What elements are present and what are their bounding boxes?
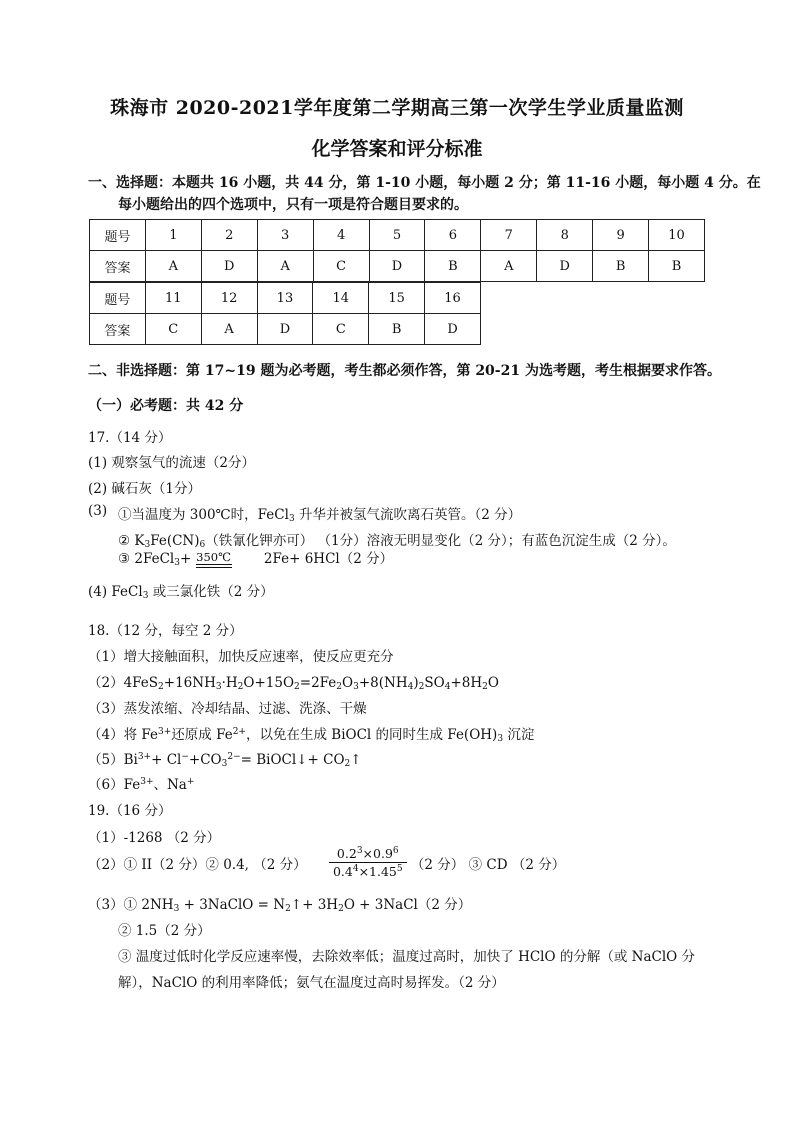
q17-answer-3-2: ② $K_3Fe(CN)_6$（铁氰化钾亦可） （1分）溶液无明显变化（2 分）；有蓝色沉淀生成（2 分）。 <box>118 533 676 550</box>
answer-cell: A <box>201 314 257 345</box>
section2-subheading: （一）必考题：共 42 分 <box>88 398 244 414</box>
question-number: 12 <box>201 283 257 314</box>
section1-heading-line1: 一、选择题：本题共 16 小题，共 44 分，第 1-10 小题，每小题 2 分；第 11-16 小题，每小题 4 分。在 <box>88 175 761 191</box>
row-label-answer: 答案 <box>90 251 146 282</box>
answer-cell: A <box>257 251 313 282</box>
answer-cell: B <box>649 251 705 282</box>
q17-answer-1: (1) 观察氢气的流速（2分） <box>88 455 256 471</box>
table-row-answers <box>90 251 705 282</box>
answer-cell: D <box>257 314 313 345</box>
q17-answer-4: (4) FeCl$_3$ 或三氯化铁（2 分） <box>88 584 274 601</box>
answer-table-1 <box>89 219 705 282</box>
q19-answer-3-2: ② 1.5（2 分） <box>118 923 211 939</box>
q19-answer-3-1: （3）① $2NH_3$ + 3NaClO = $N_2↑+ 3H_2O$ + 3NaCl（2 分） <box>88 897 472 914</box>
question-number: 5 <box>369 220 425 251</box>
q18-answer-3: （3）蒸发浓缩、冷却结晶、过滤、洗涤、干燥 <box>88 701 367 717</box>
question-number: 9 <box>593 220 649 251</box>
question-number: 15 <box>369 283 425 314</box>
answer-cell: D <box>425 314 481 345</box>
reaction-condition-arrow: 350℃ <box>196 551 232 568</box>
question-number: 10 <box>649 220 705 251</box>
section1-heading-line2: 每小题给出的四个选项中，只有一项是符合题目要求的。 <box>118 197 468 213</box>
question-number: 4 <box>313 220 369 251</box>
q18-answer-5: $(5)Bi^{3+}+ Cl^-+CO_3^{2-}=$ BiOCl↓+ $CO_2↑$ <box>88 752 362 769</box>
question-number: 2 <box>201 220 257 251</box>
table-row-questions <box>90 283 481 314</box>
q18-answer-2: $(2)4FeS_2+16NH_3\cdot H_2O+15O_2=2Fe_2O_3+8(NH_4)_2SO_4+8H_2O$ <box>88 675 499 692</box>
question-number: 3 <box>257 220 313 251</box>
q17-title: 17.（14 分） <box>88 430 172 446</box>
q18-answer-1: （1）增大接触面积，加快反应速率，使反应更充分 <box>88 649 394 665</box>
answer-cell: A <box>481 251 537 282</box>
q18-answer-6: $(6)Fe^{3+}$、Na+ <box>88 777 195 793</box>
question-number: 11 <box>145 283 201 314</box>
row-label-question: 题号 <box>90 220 146 251</box>
page-subtitle: 化学答案和评分标准 <box>311 138 483 160</box>
row-label-question: 题号 <box>90 283 146 314</box>
question-number: 1 <box>145 220 201 251</box>
q17-answer-3-3: ③ 2FeCl$_3$+ 350℃ 2Fe+ 6HCl（2 分） <box>118 550 394 568</box>
q19-title: 19.（16 分） <box>88 803 172 819</box>
q19-answer-3-3-line2: 解），NaClO 的利用率降低；氨气在温度过高时易挥发。（2 分） <box>118 975 505 991</box>
row-label-answer: 答案 <box>90 314 146 345</box>
answer-cell: B <box>425 251 481 282</box>
question-number: 6 <box>425 220 481 251</box>
q19-answer-3-3-line1: ③ 温度过低时化学反应速率慢，去除效率低；温度过高时，加快了 HClO 的分解（或 NaClO 分 <box>118 949 696 965</box>
question-number: 13 <box>257 283 313 314</box>
answer-cell: C <box>145 314 201 345</box>
question-number: 14 <box>313 283 369 314</box>
answer-cell: B <box>369 314 425 345</box>
rate-constant-fraction: $\frac{0.2^3\times 0.9^6}{0.4^4\times 1.45^5}$ <box>329 846 407 879</box>
q17-answer-3-label: (3) <box>88 503 108 519</box>
table-row-questions <box>90 220 705 251</box>
question-number: 16 <box>425 283 481 314</box>
answer-cell: D <box>369 251 425 282</box>
answer-cell: B <box>593 251 649 282</box>
answer-cell: C <box>313 251 369 282</box>
q18-answer-4: （4）将 $Fe^{3+}$还原成 $Fe^{2+}$，以免在生成 BiOCl 的同时生成 $Fe(OH)_3$ 沉淀 <box>88 727 535 744</box>
question-number: 7 <box>481 220 537 251</box>
question-number: 8 <box>537 220 593 251</box>
section2-heading: 二、非选择题：第 17~19 题为必考题，考生都必须作答，第 20-21 为选考题，考生根据要求作答。 <box>88 363 721 379</box>
q17-answer-2: (2) 碱石灰（1分） <box>88 481 202 497</box>
q17-answer-3-1: ①当温度为 300℃时，FeCl$_3$ 升华并被氢气流吹离石英管。（2 分） <box>118 507 522 524</box>
answer-cell: A <box>145 251 201 282</box>
q18-title: 18.（12 分，每空 2 分） <box>88 623 243 639</box>
answer-cell: D <box>537 251 593 282</box>
q19-answer-1: （1）-1268 （2 分） <box>88 830 221 846</box>
page-title: 珠海市 2020-2021学年度第二学期高三第一次学生学业质量监测 <box>110 97 684 119</box>
table-row-answers <box>90 314 481 345</box>
q19-answer-2: （2）① II（2 分）② 0.4, （2 分） $\frac{0.2^3\times 0.9^6}{0.4^4\times 1.45^5}$ （2 分） ③ CD （2 分） <box>88 846 566 879</box>
answer-table-2 <box>89 282 481 345</box>
answer-cell: C <box>313 314 369 345</box>
answer-cell: D <box>201 251 257 282</box>
